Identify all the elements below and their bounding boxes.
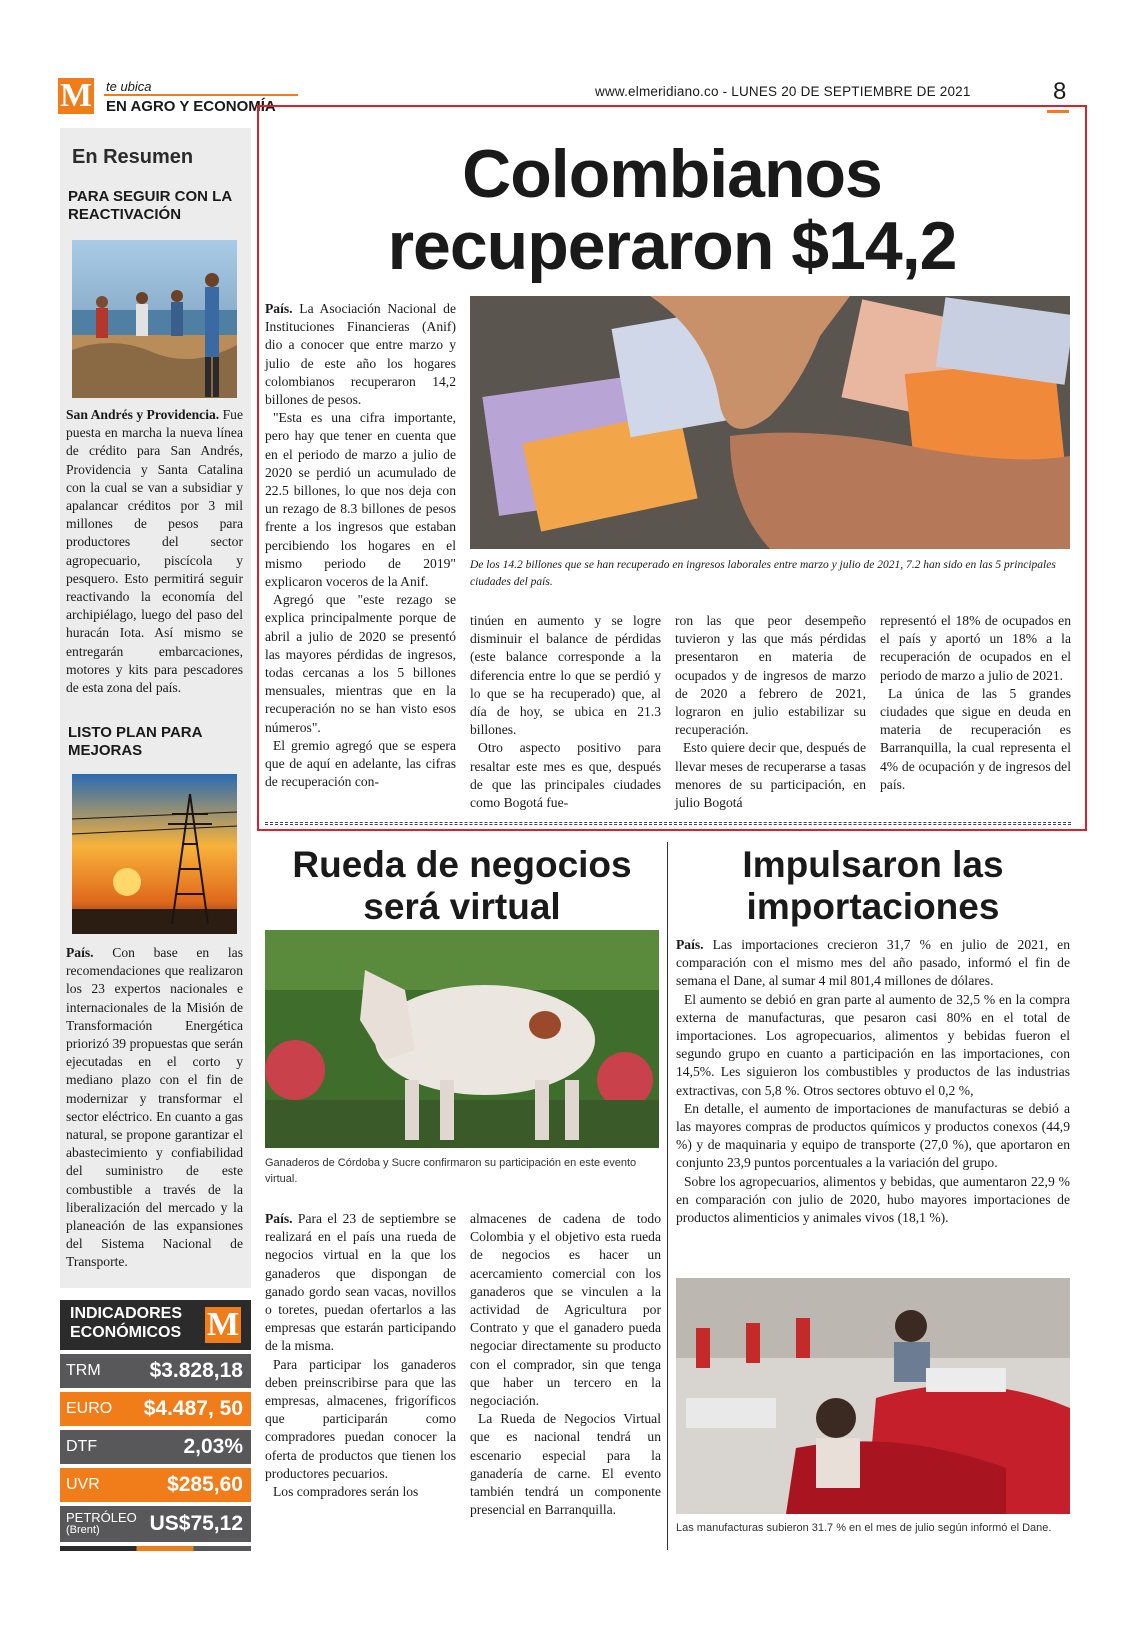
import-title-line1: Impulsaron las <box>742 844 1004 885</box>
import-lead: País. <box>676 937 704 952</box>
header-url-date: www.elmeridiano.co - LUNES 20 DE SEPTIEMBRE DE 2021 <box>595 84 971 99</box>
money-photo <box>470 296 1070 549</box>
import-p4: Sobre los agropecuarios, alimentos y bebidas, que aumentaron 22,9 % en comparación con julio de 2020, hubo mayores importaciones de productos alimenticios y animales vivos (18,1 %). <box>676 1173 1070 1226</box>
main-article-p4: El gremio agregó que se espera que de aquí en adelante, las cifras de recuperación con- <box>265 737 456 790</box>
indicator-value: $285,60 <box>167 1473 243 1496</box>
rueda-col1 <box>265 1210 456 1501</box>
indicator-value: $4.487, 50 <box>143 1397 243 1420</box>
main-article-col4 <box>880 612 1071 794</box>
page-number: 8 <box>1053 78 1067 105</box>
indicator-value: US$75,12 <box>149 1512 243 1535</box>
main-article-col3 <box>675 612 866 812</box>
sidebar-item1-body: Fue puesta en marcha la nueva línea de crédito para San Andrés, Providencia y Santa Catalina con la cual se van a subsidiar y apalancar créditos por 3 mil millones de pesos para productores del sector agropecuario, piscícola y pesquero. Esto permitirá seguir reactivando la economía del archipiélago, luego del paso del huracán Iota. Así mismo se entregarán embarcaciones, motores y kits para pescadores de esta zona del país. <box>66 407 243 696</box>
import-title-line2: importaciones <box>746 886 1000 927</box>
sidebar-item2-body: Con base en las recomendaciones que realizaron los 23 expertos nacionales e internacionales de la Misión de Transformación Energética priorizó 39 propuestas que serán ejecutadas en el corto y mediano plazo con el fin de modernizar y transformar el sector eléctrico. En cuanto a gas natural, se propone garantizar el abastecimiento y confiabilidad del suministro de este combustible a través de la liberalización del mercado y la planeación de las expansiones del Sistema Nacional de Transporte. <box>66 945 243 1270</box>
sidebar-item1-heading: PARA SEGUIR CON LA REACTIVACIÓN <box>68 188 232 223</box>
header-rule-orange <box>104 94 298 96</box>
import-p2: El aumento se debió en gran parte al aumento de 32,5 % en la compra externa de manufacturas, que pesaron casi 80% en el total de importaciones. Los agropecuarios, alimentos y bebidas fueron el segundo grupo en cuanto a participación en las importaciones, con 14,5%. Les siguieron los combustibles y productos de las industrias extractivas, con 5,8 %. Otros sectores obtuvo el 0,2 %, <box>676 991 1070 1098</box>
import-caption: Las manufacturas subieron 31.7 % en el mes de julio según informó el Dane. <box>676 1522 1052 1534</box>
main-article-col2 <box>470 612 661 812</box>
main-article-bottom-rule <box>265 822 1071 825</box>
indicators-bottom-bar <box>60 1546 251 1551</box>
rueda-title-line1: Rueda de negocios <box>292 844 632 885</box>
section-label: EN AGRO Y ECONOMÍA <box>106 98 276 115</box>
rueda-lead: País. <box>265 1211 293 1226</box>
indicators-logo: M <box>206 1306 240 1343</box>
indicator-label: EURO <box>66 1400 113 1417</box>
indicators-title-line1: INDICADORES <box>70 1305 183 1322</box>
column-divider <box>667 842 668 1550</box>
indicators-title-line2: ECONÓMICOS <box>70 1324 182 1341</box>
section-small-label: te ubica <box>106 79 152 94</box>
indicator-dtf <box>60 1430 251 1464</box>
sidebar-item1-text <box>66 406 243 697</box>
main-article-col4-p1: representó el 18% de ocupados en el país y aportó un 18% a la recuperación de ocupados en el periodo de marzo a julio de 2021. <box>880 613 1071 683</box>
indicator-value: $3.828,18 <box>149 1359 243 1382</box>
indicator-label: PETRÓLEO <box>66 1510 137 1525</box>
indicator-label-group <box>66 1512 137 1536</box>
indicator-label: UVR <box>66 1476 100 1493</box>
rueda-col2 <box>470 1210 661 1519</box>
main-article-col2-p1: tinúen en aumento y se logre disminuir el balance de pérdidas (este balance corresponde a la diferencia entre lo que se perdió y lo que se ha recuperado) que, al día de hoy, se ubica en 21.3 billones. <box>470 613 661 738</box>
indicator-label: TRM <box>66 1362 101 1379</box>
cow-photo <box>265 930 659 1148</box>
factory-photo <box>676 1278 1070 1514</box>
indicator-value: 2,03% <box>183 1435 243 1458</box>
import-p3: En detalle, el aumento de importaciones de manufacturas se debió a las mayores compras de productos químicos y productos conexos (44,9 %) y de maquinaria y equipo de transporte (27,0 %), que aportaron en conjunto 23,9 puntos porcentuales a la variación del grupo. <box>676 1100 1070 1171</box>
rueda-p1: Para el 23 de septiembre se realizará en el país una rueda de negocios virtual en la que los ganaderos que dispongan de ganado gordo sean vacas, novillos o toretes, puedan ofertarlos a las empresas que estarán participando de la misma. <box>265 1211 456 1354</box>
rueda-col2-p2: La Rueda de Negocios Virtual que es nacional tendrá un escenario especial para la ganadería de carne. El evento también tendrá un componente presencial en Barranquilla. <box>470 1411 661 1518</box>
sidebar-item1-lead: San Andrés y Providencia. <box>66 407 220 422</box>
indicator-trm <box>60 1354 251 1388</box>
sidebar-item2-heading: LISTO PLAN PARA MEJORAS <box>68 724 202 759</box>
rueda-p2: Para participar los ganaderos deben preinscribirse para que las empresas, almacenes, frigoríficos que participarán como compradores puedan conocer la oferta de productos que tienen los productores pecuarios. <box>265 1356 456 1481</box>
indicator-euro <box>60 1392 251 1426</box>
import-p1: Las importaciones crecieron 31,7 % en julio de 2021, en comparación con el mismo mes del año pasado, informó el fin de semana el Dane, al sumar 4 mil 801,4 millones de dólares. <box>676 937 1070 989</box>
main-article-title-line2: recuperaron $14,2 <box>387 208 957 284</box>
main-article-caption: De los 14.2 billones que se han recuperado en ingresos laborales entre marzo y julio de 2021, 7.2 han sido en las 5 principales ciudades del país. <box>470 559 1056 588</box>
indicator-label: DTF <box>66 1438 98 1455</box>
main-article-col3-p2: Esto quiere decir que, después de llevar meses de recuperarse a tasas menores de su participación, en julio Bogotá <box>675 740 866 811</box>
main-article-col1 <box>265 300 456 791</box>
indicator-sublabel: (Brent) <box>66 1524 100 1536</box>
main-article-p2: "Esta es una cifra importante, pero hay que tener en cuenta que en el periodo de marzo a julio de 2020 se perdió un acumulado de 22.5 billones, lo que nos deja con un rezago de 8.3 billones de pesos frente a los ingresos que estaban percibiendo los hogares en el mismo periodo de 2019" explicaron voceros de la Anif. <box>265 410 456 590</box>
rueda-p3: Los compradores serán los <box>273 1484 419 1500</box>
main-article-lead: País. <box>265 301 293 316</box>
main-article-p1: La Asociación Nacional de Instituciones Financieras (Anif) dio a conocer que entre marzo y julio de este año los hogares colombianos recuperaron 14,2 billones de pesos. <box>265 301 456 408</box>
fishermen-photo <box>72 240 237 398</box>
sidebar-item2-text <box>66 944 243 1272</box>
indicator-petroleo <box>60 1506 251 1542</box>
sidebar-title: En Resumen <box>72 146 194 168</box>
rueda-col2-p1: almacenes de cadena de todo Colombia y el objetivo esta rueda de negocios es hacer un acercamiento comercial con los ganaderos que se vinculen a la actividad de Agricultura por Contrato y que el ganadero pueda negociar directamente su producto con el comprador, sin que tenga que haber un tercero en la negociación. <box>470 1211 661 1409</box>
main-article-col3-p1: ron las que peor desempeño tuvieron y las que más pérdidas presentaron en materia de ocupados y de ingresos de marzo de 2020 a febrero de 2021, lograron en julio estabilizar su recuperación. <box>675 613 866 738</box>
rueda-caption: Ganaderos de Córdoba y Sucre confirmaron su participación en este evento virtual. <box>265 1157 637 1185</box>
sidebar-item2-lead: País. <box>66 945 94 960</box>
main-article-p3: Agregó que "este rezago se explica principalmente porque de abril a julio de 2020 se presentó las mayores pérdidas de ingresos, todas cercanas a los 5 billones mensuales, mientras que en la recuperación no se han visto esos números". <box>265 592 456 735</box>
import-text <box>676 936 1070 1227</box>
indicator-uvr <box>60 1468 251 1502</box>
header-logo: M <box>59 77 93 114</box>
rueda-title-line2: será virtual <box>363 886 561 927</box>
main-article-title-line1: Colombianos <box>462 136 882 212</box>
power-tower-photo <box>72 774 237 934</box>
main-article-col4-p2: La única de las 5 grandes ciudades que sigue en deuda en materia de recuperación es Barranquilla, la cual representa el 4% de ocupación y de ingresos del país. <box>880 685 1071 792</box>
main-article-col2-p2: Otro aspecto positivo para resaltar este mes es que, después de que las principales ciudades como Bogotá fue- <box>470 740 661 811</box>
